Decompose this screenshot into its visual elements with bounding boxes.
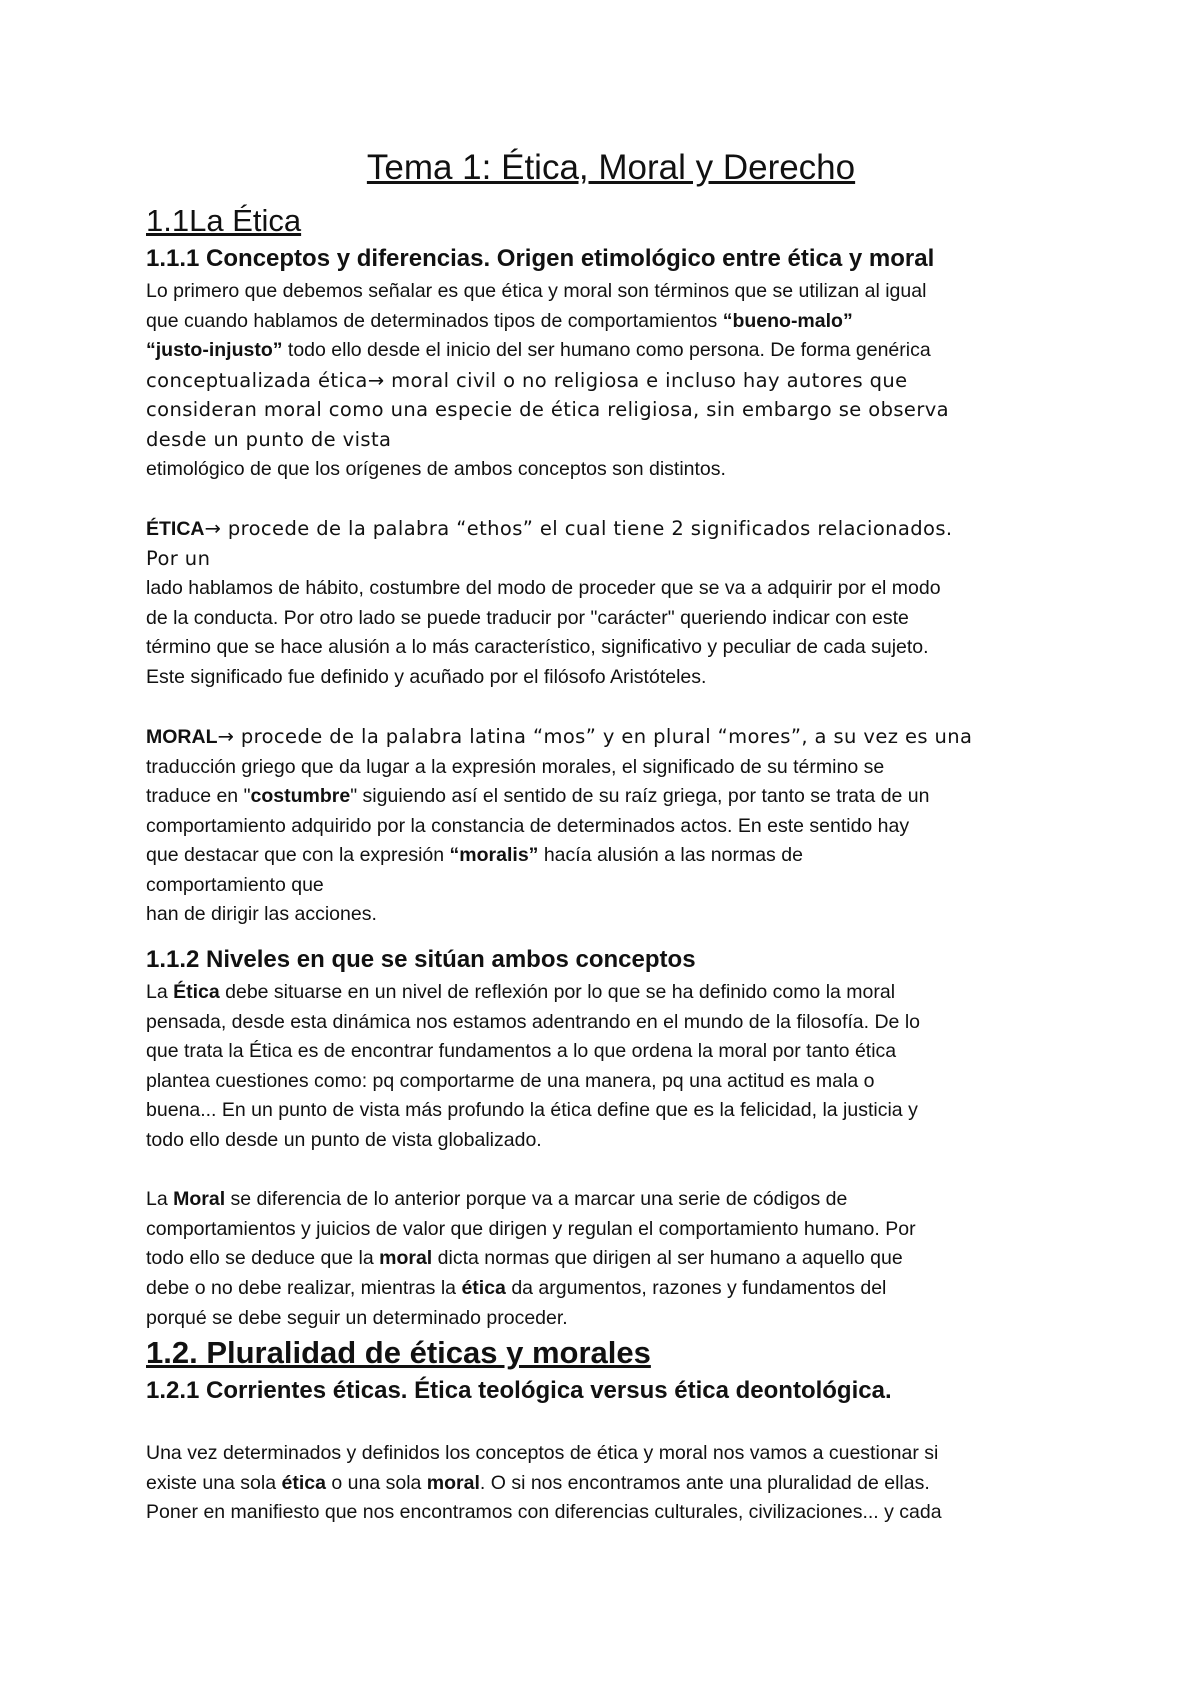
text-line: La Moral se diferencia de lo anterior porque va a marcar una serie de códigos de bbox=[146, 1188, 848, 1211]
document-content bbox=[146, 145, 1076, 1528]
text-line: todo ello se deduce que la moral dicta normas que dirigen al ser humano a aquello que bbox=[146, 1247, 903, 1270]
text-line: traducción griego que da lugar a la expresión morales, el significado de su término se bbox=[146, 755, 885, 778]
paragraph-etica bbox=[146, 514, 1076, 693]
paragraph-moral bbox=[146, 722, 1076, 930]
text-line: Este significado fue definido y acuñado por el filósofo Aristóteles. bbox=[146, 665, 707, 688]
paragraph-pluralidad bbox=[146, 1439, 1076, 1528]
text-line: comportamiento adquirido por la constancia de determinados actos. En este sentido hay bbox=[146, 814, 910, 837]
text-line: que cuando hablamos de determinados tipos de comportamientos “bueno-malo” bbox=[146, 309, 853, 332]
text-line: traduce en "costumbre" siguiendo así el sentido de su raíz griega, por tanto se trata de un bbox=[146, 785, 930, 808]
text-line: porqué se debe seguir un determinado proceder. bbox=[146, 1306, 568, 1329]
text-line: Poner en manifiesto que nos encontramos con diferencias culturales, civilizaciones... y cada bbox=[146, 1501, 942, 1524]
text-line: todo ello desde un punto de vista globalizado. bbox=[146, 1129, 542, 1152]
text-line: pensada, desde esta dinámica nos estamos adentrando en el mundo de la filosofía. De lo bbox=[146, 1010, 921, 1033]
text-line: que trata la Ética es de encontrar fundamentos a lo que ordena la moral por tanto ética bbox=[146, 1040, 897, 1063]
text-line: ÉTICA→ procede de la palabra “ethos” el cual tiene 2 significados relacionados. bbox=[146, 516, 953, 540]
text-line: etimológico de que los orígenes de ambos conceptos son distintos. bbox=[146, 457, 726, 480]
text-line: plantea cuestiones como: pq comportarme de una manera, pq una actitud es mala o bbox=[146, 1069, 875, 1092]
text-line: Lo primero que debemos señalar es que ética y moral son términos que se utilizan al igual bbox=[146, 280, 927, 302]
text-line: comportamientos y juicios de valor que dirigen y regulan el comportamiento humano. Por bbox=[146, 1217, 916, 1240]
text-line: lado hablamos de hábito, costumbre del modo de proceder que se va a adquirir por el modo bbox=[146, 576, 941, 599]
text-line: Por un bbox=[146, 547, 211, 571]
text-line: de la conducta. Por otro lado se puede traducir por "carácter" queriendo indicar con este bbox=[146, 606, 909, 629]
section-heading-1-1: 1.1La Ética bbox=[146, 203, 302, 238]
section-heading-1-2-1: 1.2.1 Corrientes éticas. Ética teológica versus ética deontológica. bbox=[146, 1377, 892, 1405]
section-heading-1-1-1: 1.1.1 Conceptos y diferencias. Origen etimológico entre ética y moral bbox=[146, 245, 935, 272]
text-line: debe o no debe realizar, mientras la ética da argumentos, razones y fundamentos del bbox=[146, 1277, 887, 1299]
text-line: MORAL→ procede de la palabra latina “mos” y en plural “mores”, a su vez es una bbox=[146, 724, 973, 748]
text-line: desde un punto de vista bbox=[146, 427, 392, 451]
text-line: La Ética debe situarse en un nivel de reflexión por lo que se ha definido como la moral bbox=[146, 981, 896, 1004]
text-line: han de dirigir las acciones. bbox=[146, 903, 377, 926]
text-line: buena... En un punto de vista más profundo la ética define que es la felicidad, la justicia y bbox=[146, 1099, 918, 1122]
text-line: Una vez determinados y definidos los conceptos de ética y moral nos vamos a cuestionar si bbox=[146, 1442, 939, 1465]
text-line: “justo-injusto” todo ello desde el inicio del ser humano como persona. De forma genérica bbox=[146, 339, 931, 362]
section-heading-1-2: 1.2. Pluralidad de éticas y morales bbox=[146, 1335, 651, 1371]
section-heading-1-1-2: 1.1.2 Niveles en que se sitúan ambos conceptos bbox=[146, 946, 696, 974]
paragraph-intro bbox=[146, 277, 1076, 484]
text-line: término que se hace alusión a lo más característico, significativo y peculiar de cada sujeto. bbox=[146, 636, 929, 659]
text-line: conceptualizada ética→ moral civil o no religiosa e incluso hay autores que bbox=[146, 368, 908, 392]
text-line: que destacar que con la expresión “moralis” hacía alusión a las normas de bbox=[146, 844, 803, 867]
text-line: existe una sola ética o una sola moral. O si nos encontramos ante una pluralidad de ellas. bbox=[146, 1471, 930, 1494]
paragraph-niveles-moral bbox=[146, 1185, 1076, 1333]
text-line: comportamiento que bbox=[146, 873, 324, 896]
text-line: consideran moral como una especie de ética religiosa, sin embargo se observa bbox=[146, 398, 950, 422]
document-title: Tema 1: Ética, Moral y Derecho bbox=[366, 148, 856, 187]
paragraph-niveles-etica bbox=[146, 978, 1076, 1156]
